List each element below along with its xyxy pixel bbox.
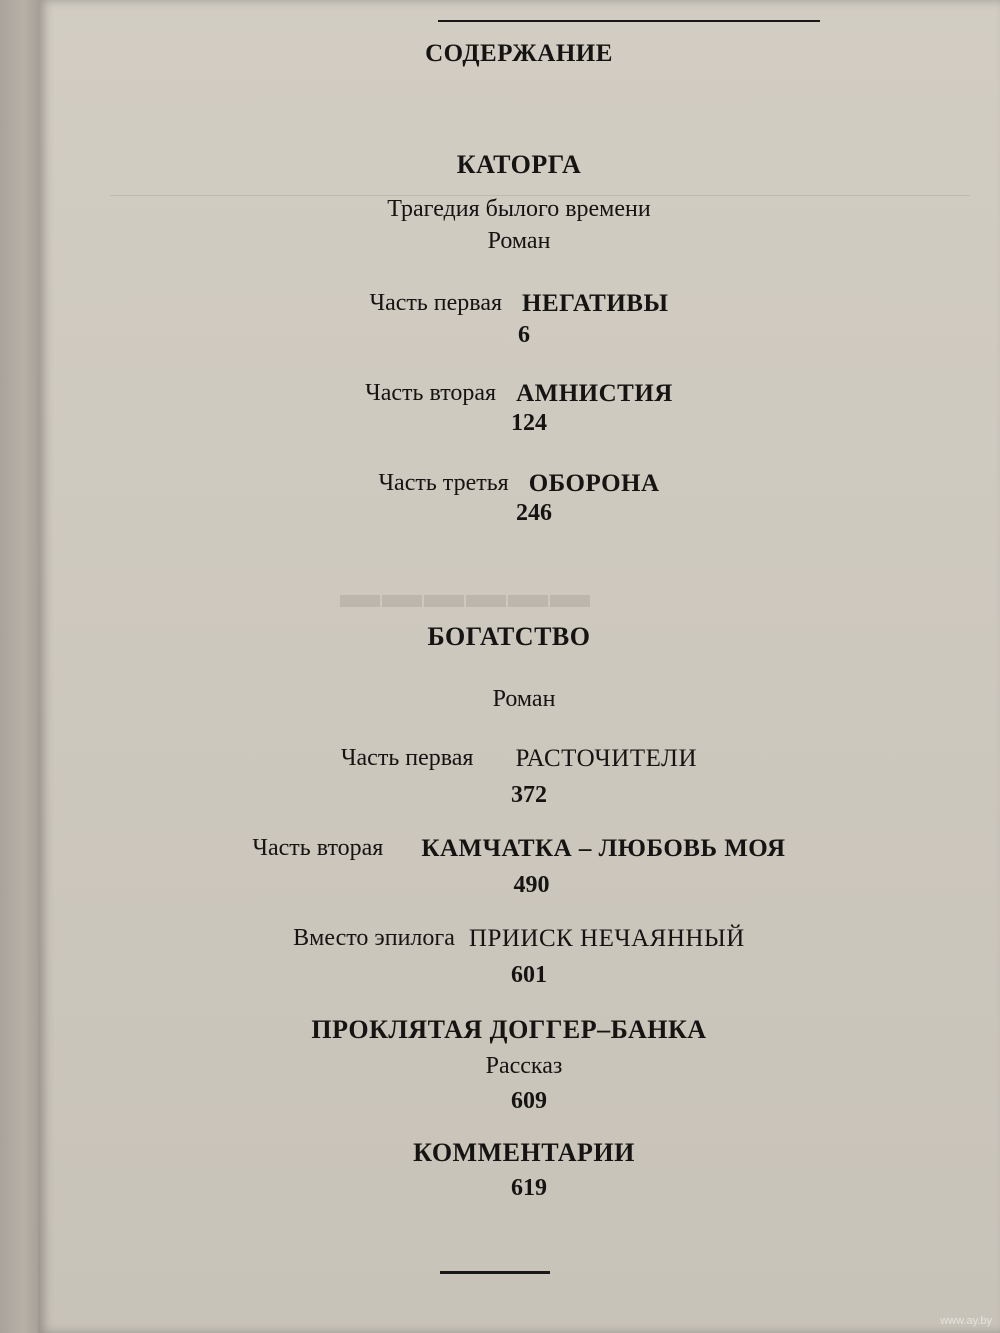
toc-entry <box>38 470 1000 498</box>
bogatstvo-genre: Роман <box>492 686 556 712</box>
page-number: 601 <box>511 962 547 988</box>
page-number: 372 <box>511 782 547 808</box>
page-number: 490 <box>513 872 550 898</box>
part-label: Часть третья <box>378 470 509 496</box>
katorga-heading: КАТОРГА <box>456 150 582 179</box>
watermark: www.ay.by <box>940 1315 992 1327</box>
toc-entry <box>38 745 1000 773</box>
part-label: Часть вторая <box>252 835 384 861</box>
part-title: НЕГАТИВЫ <box>522 290 669 317</box>
page-number: 6 <box>518 322 530 348</box>
part-label: Часть первая <box>369 290 503 316</box>
dogger-heading: ПРОКЛЯТАЯ ДОГГЕР–БАНКА <box>311 1015 707 1044</box>
bottom-rule <box>440 1271 550 1274</box>
part-label: Часть первая <box>340 745 474 771</box>
toc-entry <box>38 380 1000 408</box>
toc-entry <box>38 835 1000 863</box>
page-number: 124 <box>511 410 547 436</box>
part-title: АМНИСТИЯ <box>516 380 673 407</box>
top-rule <box>438 20 820 22</box>
katorga-genre: Роман <box>487 228 551 254</box>
part-title: РАСТОЧИТЕЛИ <box>515 745 698 772</box>
part-label: Вместо эпилога <box>293 925 455 951</box>
toc-entry <box>38 925 1000 953</box>
page-number: 609 <box>511 1088 547 1114</box>
toc-title: СОДЕРЖАНИЕ <box>425 40 613 67</box>
part-title: КАМЧАТКА – ЛЮБОВЬ МОЯ <box>421 835 786 862</box>
part-label: Часть вторая <box>365 380 497 406</box>
part-title: ОБОРОНА <box>528 470 660 497</box>
comments-heading: КОММЕНТАРИИ <box>413 1138 635 1167</box>
bogatstvo-heading: БОГАТСТВО <box>427 622 591 651</box>
toc-entry <box>38 290 1000 318</box>
dogger-genre: Рассказ <box>485 1053 563 1079</box>
page-number: 246 <box>516 500 552 526</box>
page-number: 619 <box>511 1175 547 1201</box>
show-through-block: ▬▬▬▬▬▬ <box>340 571 592 616</box>
part-title: ПРИИСК НЕЧАЯННЫЙ <box>468 925 745 952</box>
katorga-subtitle: Трагедия былого времени <box>387 196 651 222</box>
